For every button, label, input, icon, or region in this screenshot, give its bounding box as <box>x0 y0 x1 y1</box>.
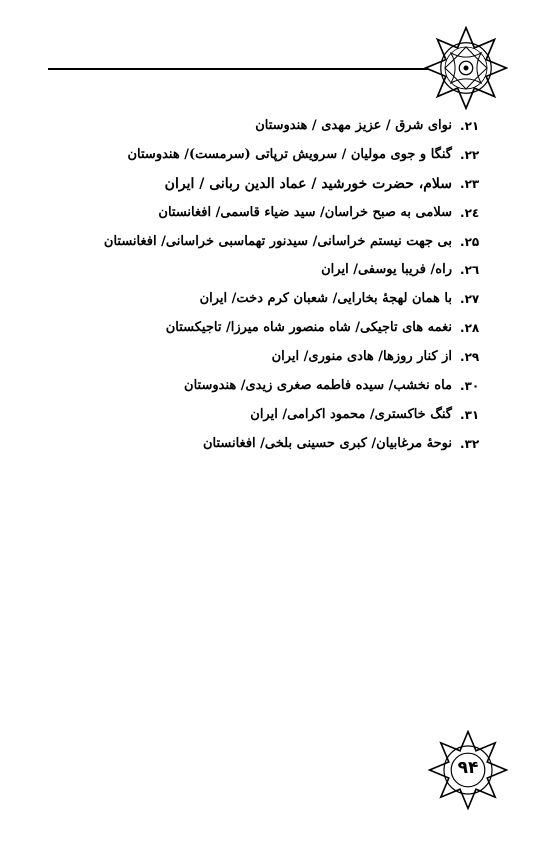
entry-number: ۲۱. <box>460 119 480 133</box>
list-item <box>32 228 480 257</box>
entry-title: بی جهت نیستم خراسانی/ سیدنور تهماسبی خراسانی/ افغانستان <box>103 233 452 249</box>
entry-number: ۲۲. <box>460 147 480 162</box>
entry-number: ۲٤. <box>460 205 480 220</box>
table-of-contents <box>32 112 480 459</box>
entry-number: ۲۸. <box>460 321 480 336</box>
entry-title: راه/ فریبا یوسفی/ ایران <box>321 262 452 278</box>
list-item <box>32 343 480 372</box>
list-item <box>32 430 480 459</box>
header-rule <box>48 68 438 70</box>
entry-number: ۲۷. <box>460 292 480 307</box>
entry-number: ۲٦. <box>460 263 480 278</box>
entry-title: سلامی به صبح خراسان/ سید ضیاء قاسمی/ افغانستان <box>158 204 452 220</box>
list-item <box>32 401 480 430</box>
list-item <box>32 199 480 228</box>
entry-title: گنگ خاکستری/ محمود اکرامی/ ایران <box>250 406 452 422</box>
list-item <box>32 372 480 401</box>
list-item <box>32 285 480 314</box>
entry-title: ماه نخشب/ سیده فاطمه صغری زیدی/ هندوستان <box>184 378 452 394</box>
entry-number: ۳۲. <box>460 436 480 451</box>
page-number: ۹۴ <box>457 758 479 778</box>
entry-title: با همان لهجهٔ بخارایی/ شعبان کرم دخت/ ایران <box>199 291 452 307</box>
rosette-ornament-icon <box>424 26 508 110</box>
entry-title: از کنار روزها/ هادی منوری/ ایران <box>271 349 452 365</box>
entry-number: ۲۹. <box>460 350 480 365</box>
list-item <box>32 112 480 141</box>
entry-title: گنگا و جوی مولیان / سرویش ترپاتی (سرمست)/ هندوستان <box>127 146 452 162</box>
entry-title: سلام، حضرت خورشید / عماد الدین ربانی / ایران <box>164 175 452 192</box>
entry-title: نغمه های تاجیکی/ شاه منصور شاه میرزا/ تاجیکستان <box>165 320 452 336</box>
list-item <box>32 256 480 285</box>
list-item <box>32 141 480 170</box>
entry-number: ۳۱. <box>460 407 480 422</box>
list-item <box>32 170 480 199</box>
entry-number: ۳۰. <box>460 379 480 394</box>
entry-number: ۲۳. <box>460 176 480 191</box>
entry-number: ۲۵. <box>460 234 480 249</box>
list-item <box>32 314 480 343</box>
entry-title: نوحهٔ مرغابیان/ کبری حسینی بلخی/ افغانستان <box>202 435 452 451</box>
entry-title: نوای شرق / عزیز مهدی / هندوستان <box>255 118 452 133</box>
